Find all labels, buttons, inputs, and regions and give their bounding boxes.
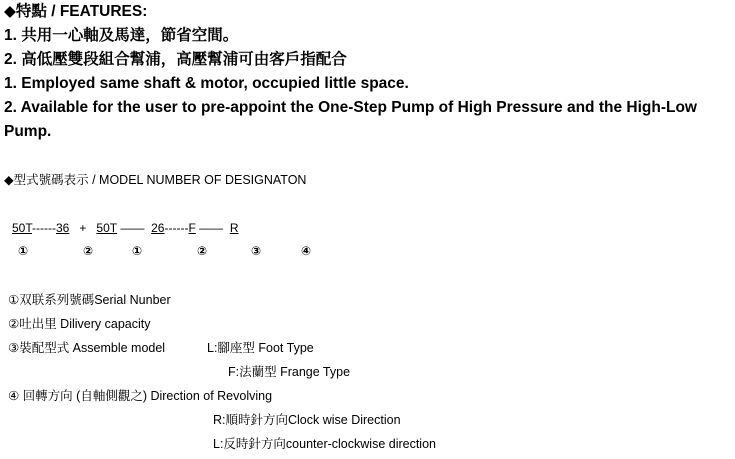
code-part-4: 26 [151, 221, 165, 235]
model-code [12, 221, 238, 235]
legend-serial-number: ①双联系列號碼Serial Nunber [8, 293, 171, 307]
legend-assemble-model: ③裝配型式 Assemble model [8, 341, 166, 355]
code-part-3: 50T [96, 221, 118, 235]
code-part-5: F [188, 221, 196, 235]
marker-6: ④ [301, 244, 312, 258]
legend-delivery-capacity: ②吐出里 Dilivery capacity [8, 317, 151, 331]
code-dash-1: ------ [32, 221, 56, 235]
marker-3: ① [132, 244, 143, 258]
feature-item-zh-1: 1. 共用一心軸及馬達，節省空間。 [4, 27, 239, 44]
code-dash-3: ------ [164, 221, 189, 235]
marker-1: ① [18, 244, 29, 258]
code-part-6: R [229, 221, 239, 235]
code-part-2: 36 [56, 221, 70, 235]
model-heading: ◆型式號碼表示 / MODEL NUMBER OF DESIGNATON [4, 173, 307, 187]
legend-flange-type: F:法蘭型 Frange Type [228, 365, 351, 379]
features-heading: ◆特點 / FEATURES: [4, 3, 148, 20]
feature-item-en-1: 1. Employed same shaft & motor, occupied little space. [4, 75, 409, 92]
legend-foot-type: L:腳座型 Foot Type [207, 341, 314, 355]
code-plus: + [79, 221, 87, 235]
marker-2: ② [83, 244, 94, 258]
code-part-1: 50T [12, 221, 33, 235]
marker-5: ③ [251, 244, 262, 258]
legend-counter-clockwise: L:反時針方向counter-clockwise direction [213, 437, 436, 451]
legend-clockwise: R:順時針方向Clock wise Direction [213, 413, 401, 427]
legend-direction: ④ 回轉方向 (自軸側觀之) Direction of Revolving [8, 389, 273, 403]
feature-item-en-2-cont: Pump. [4, 123, 52, 140]
code-dash-2: —— [120, 221, 145, 235]
marker-4: ② [197, 244, 208, 258]
feature-item-zh-2: 2. 高低壓雙段組合幫浦，高壓幫浦可由客戶指配合 [4, 51, 347, 68]
code-dash-4: —— [199, 221, 224, 235]
feature-item-en-2: 2. Available for the user to pre-appoint the One-Step Pump of High Pressure and the High-Low [4, 99, 697, 116]
